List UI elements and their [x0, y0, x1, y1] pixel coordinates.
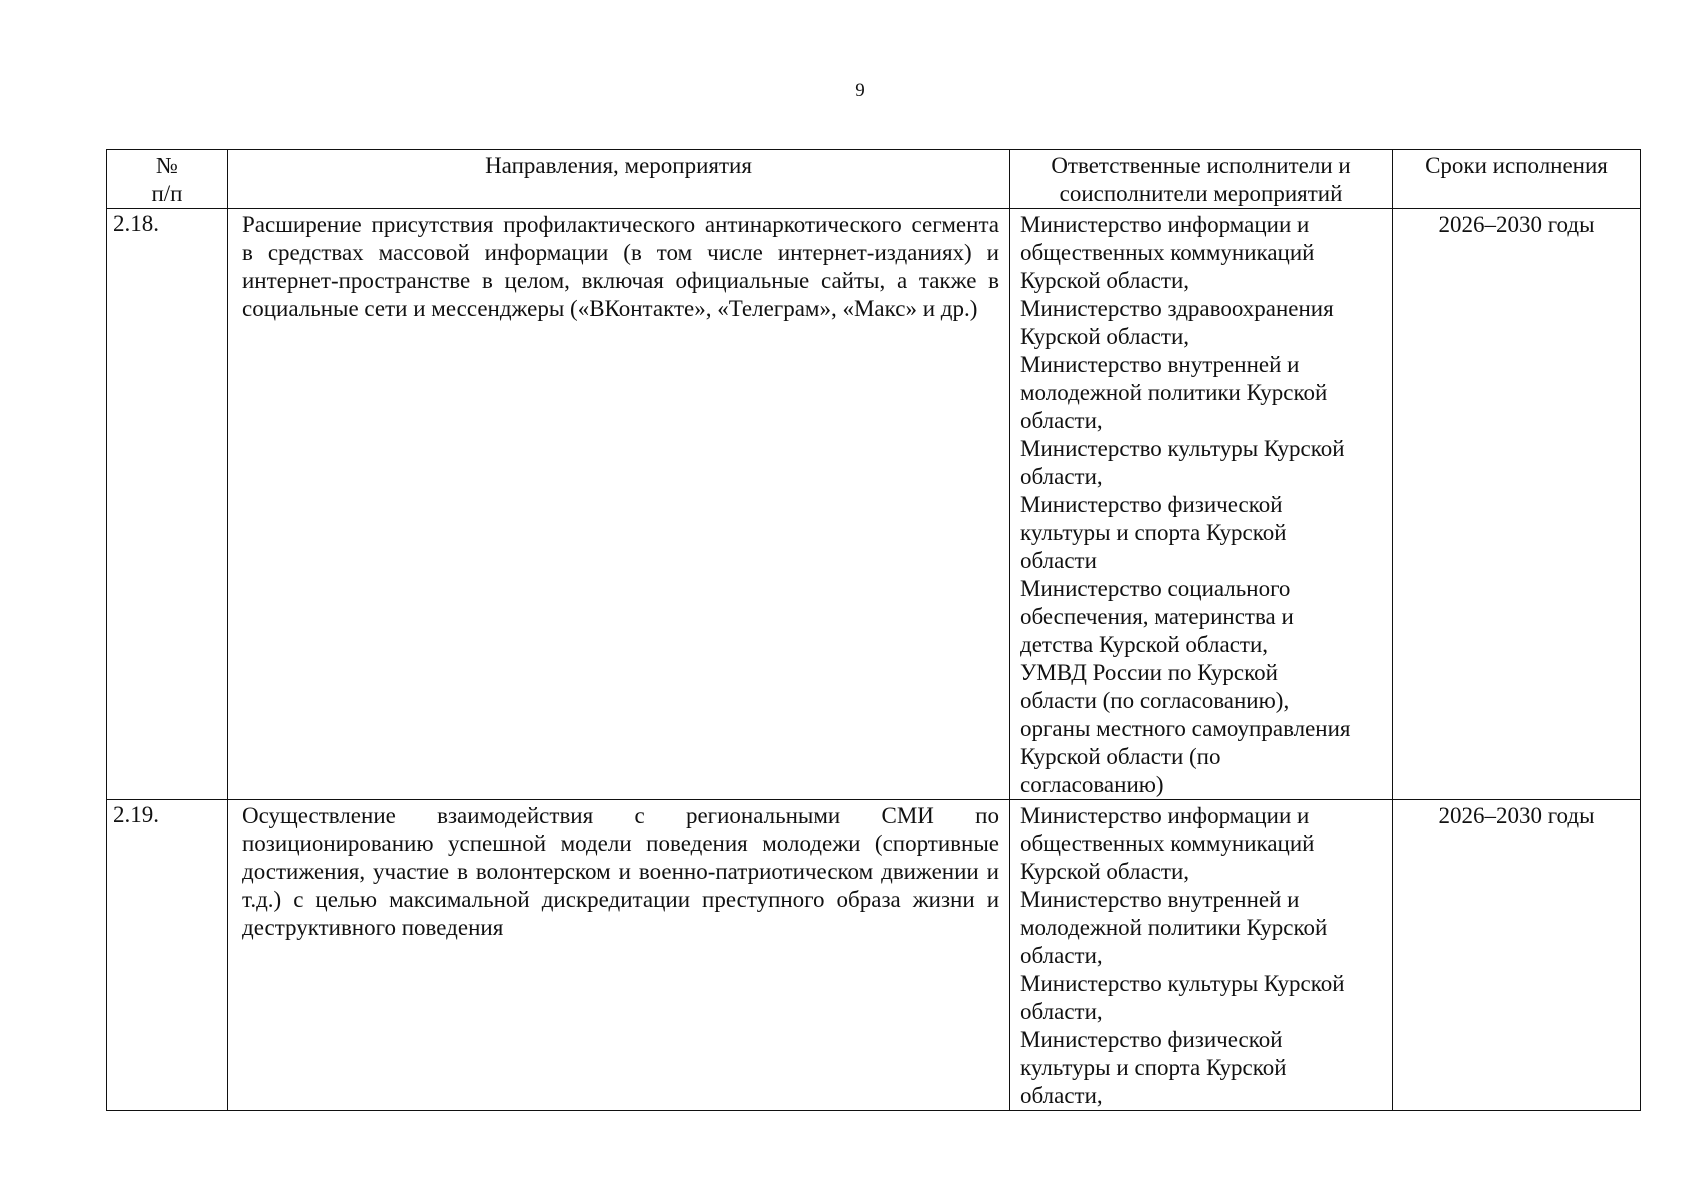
executor-line: области,: [1020, 999, 1103, 1024]
executor-line: УМВД России по Курской: [1020, 660, 1278, 685]
executor-line: общественных коммуникаций: [1020, 831, 1315, 856]
row-term: 2026–2030 годы: [1393, 800, 1641, 1111]
executor-line: Курской области,: [1020, 268, 1190, 293]
executor-line: детства Курской области,: [1020, 632, 1269, 657]
executor-line: Министерство информации и: [1020, 803, 1310, 828]
row-executors: [1010, 800, 1393, 1111]
row-action: Расширение присутствия профилактического антинаркотического сегмента в средствах массовой информации (в том числе интернет-изданиях) и интернет-пространстве в целом, включая официальные сайты, а также в социальные сети и мессенджеры («ВКонтакте», «Телеграм», «Макс» и др.): [228, 209, 1010, 800]
executor-line: Министерство здравоохранения: [1020, 296, 1334, 321]
header-number-line: №: [156, 153, 178, 178]
executor-line: обеспечения, материнства и: [1020, 604, 1294, 629]
header-action: Направления, мероприятия: [228, 150, 1010, 209]
table-row: [107, 800, 1641, 1111]
page-number: 9: [855, 80, 865, 101]
executor-line: области,: [1020, 464, 1103, 489]
executor-line: Министерство культуры Курской: [1020, 436, 1345, 461]
executor-line: Министерство физической: [1020, 1027, 1283, 1052]
executor-line: области: [1020, 548, 1097, 573]
header-number-line: п/п: [151, 181, 183, 206]
executor-line: Министерство социального: [1020, 576, 1291, 601]
measures-table: [106, 149, 1641, 1111]
executor-line: области,: [1020, 1083, 1103, 1108]
executor-line: молодежной политики Курской: [1020, 380, 1328, 405]
executor-line: области (по согласованию),: [1020, 688, 1290, 713]
executor-line: культуры и спорта Курской: [1020, 520, 1287, 545]
executor-line: области,: [1020, 408, 1103, 433]
header-executors: [1010, 150, 1393, 209]
row-term: 2026–2030 годы: [1393, 209, 1641, 800]
executor-line: Министерство информации и: [1020, 212, 1310, 237]
executor-line: органы местного самоуправления: [1020, 716, 1351, 741]
executor-line: Курской области,: [1020, 859, 1190, 884]
row-action: Осуществление взаимодействия с региональными СМИ по позиционированию успешной модели поведения молодежи (спортивные достижения, участие в волонтерском и военно-патриотическом движении и т.д.) с целью максимальной дискредитации преступного образа жизни и деструктивного поведения: [228, 800, 1010, 1111]
executor-line: Министерство физической: [1020, 492, 1283, 517]
executor-line: Курской области,: [1020, 324, 1190, 349]
header-executors-line: соисполнители мероприятий: [1059, 181, 1343, 206]
executor-line: общественных коммуникаций: [1020, 240, 1315, 265]
executor-line: культуры и спорта Курской: [1020, 1055, 1287, 1080]
table-header-row: [107, 150, 1641, 209]
executor-line: Курской области (по: [1020, 744, 1221, 769]
executor-line: Министерство внутренней и: [1020, 352, 1300, 377]
header-term: Сроки исполнения: [1393, 150, 1641, 209]
row-executors: [1010, 209, 1393, 800]
header-executors-line: Ответственные исполнители и: [1051, 153, 1351, 178]
table-row: [107, 209, 1641, 800]
header-number: [107, 150, 228, 209]
row-number: 2.19.: [107, 800, 228, 1111]
executor-line: согласованию): [1020, 772, 1164, 797]
executor-line: Министерство культуры Курской: [1020, 971, 1345, 996]
executor-line: области,: [1020, 943, 1103, 968]
row-number: 2.18.: [107, 209, 228, 800]
executor-line: Министерство внутренней и: [1020, 887, 1300, 912]
executor-line: молодежной политики Курской: [1020, 915, 1328, 940]
